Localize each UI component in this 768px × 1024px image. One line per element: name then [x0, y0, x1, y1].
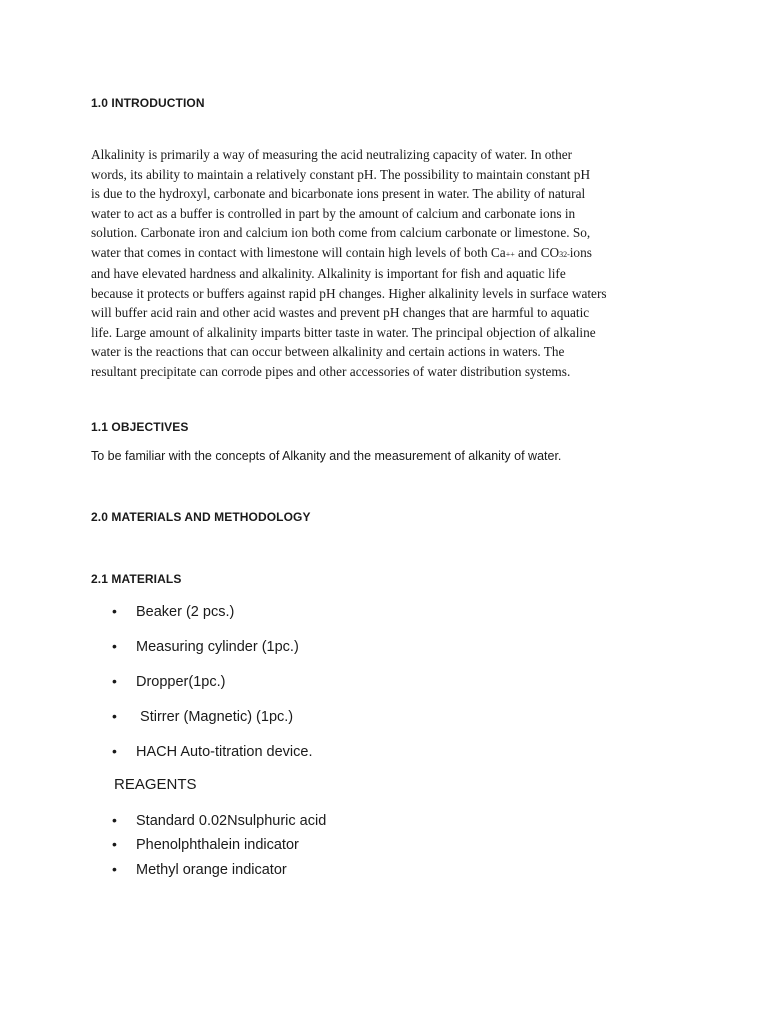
material-item [112, 603, 234, 620]
carbonate-label: and CO [514, 244, 560, 260]
intro-line: Alkalinity is primarily a way of measuring the acid neutralizing capacity of water. In other [91, 147, 573, 162]
reagent-name: Nsulphuric acid [227, 813, 327, 829]
objectives-text: To be familiar with the concepts of Alkanity and the measurement of alkanity of water. [91, 449, 562, 463]
material-label: HACH Auto-titration device. [136, 744, 313, 760]
intro-line: life. Large amount of alkalinity imparts bitter taste in water. The principal objection of alkaline [91, 324, 596, 340]
reagent-prefix: Standard [136, 813, 199, 829]
material-item [112, 638, 299, 655]
intro-line: because it protects or buffers against rapid pH changes. Higher alkalinity levels in surface waters [91, 285, 607, 301]
materials-heading: 2.1 MATERIALS [91, 572, 182, 586]
material-item [112, 673, 225, 690]
bullet-icon: • [112, 708, 117, 724]
intro-line-ions [91, 243, 681, 265]
reagent-item [112, 836, 299, 853]
intro-line-text: water that comes in contact with limestone will contain high levels of both Ca [91, 244, 506, 260]
bullet-icon: • [112, 603, 117, 619]
carbonate-charge: 32- [559, 249, 570, 259]
bullet-icon: • [112, 861, 117, 877]
intro-paragraph [91, 145, 681, 381]
intro-line: solution. Carbonate iron and calcium ion both come from calcium carbonate or limestone. So, [91, 225, 591, 240]
intro-line: and have elevated hardness and alkalinity. Alkalinity is important for fish and aquatic life [91, 266, 566, 281]
intro-heading: 1.0 INTRODUCTION [91, 96, 205, 110]
methodology-heading: 2.0 MATERIALS AND METHODOLOGY [91, 510, 311, 524]
reagent-name: Methyl orange indicator [136, 862, 287, 878]
material-label: Beaker (2 pcs.) [136, 604, 235, 620]
material-label: Measuring cylinder (1pc.) [136, 639, 299, 655]
bullet-icon: • [112, 638, 117, 654]
reagents-heading: REAGENTS [114, 776, 197, 793]
reagent-concentration: 0.02 [198, 813, 228, 829]
intro-line: water to act as a buffer is controlled in part by the amount of calcium and carbonate ions in [91, 205, 576, 221]
intro-line: words, its ability to maintain a relatively constant pH. The possibility to maintain constant pH [91, 166, 591, 182]
intro-line: water is the reactions that can occur between alkalinity and certain actions in waters. The [91, 344, 565, 359]
reagent-name: Phenolphthalein indicator [136, 837, 299, 853]
bullet-icon: • [112, 836, 117, 852]
objectives-heading: 1.1 OBJECTIVES [91, 420, 189, 434]
ions-label: ions [569, 244, 592, 260]
intro-line: will buffer acid rain and other acid wastes and prevent pH changes that are harmful to aquatic [91, 305, 590, 320]
calcium-charge: ++ [505, 249, 515, 259]
bullet-icon: • [112, 743, 117, 759]
bullet-icon: • [112, 812, 117, 828]
material-label: Dropper(1pc.) [136, 674, 226, 690]
material-item [112, 708, 293, 725]
material-item [112, 743, 313, 760]
intro-line: resultant precipitate can corrode pipes and other accessories of water distribution systems. [91, 363, 571, 379]
bullet-icon: • [112, 673, 117, 689]
material-label: Stirrer (Magnetic) (1pc.) [136, 709, 294, 725]
reagent-item [112, 812, 326, 829]
reagent-item [112, 861, 287, 878]
intro-line: is due to the hydroxyl, carbonate and bicarbonate ions present in water. The ability of natural [91, 186, 586, 201]
